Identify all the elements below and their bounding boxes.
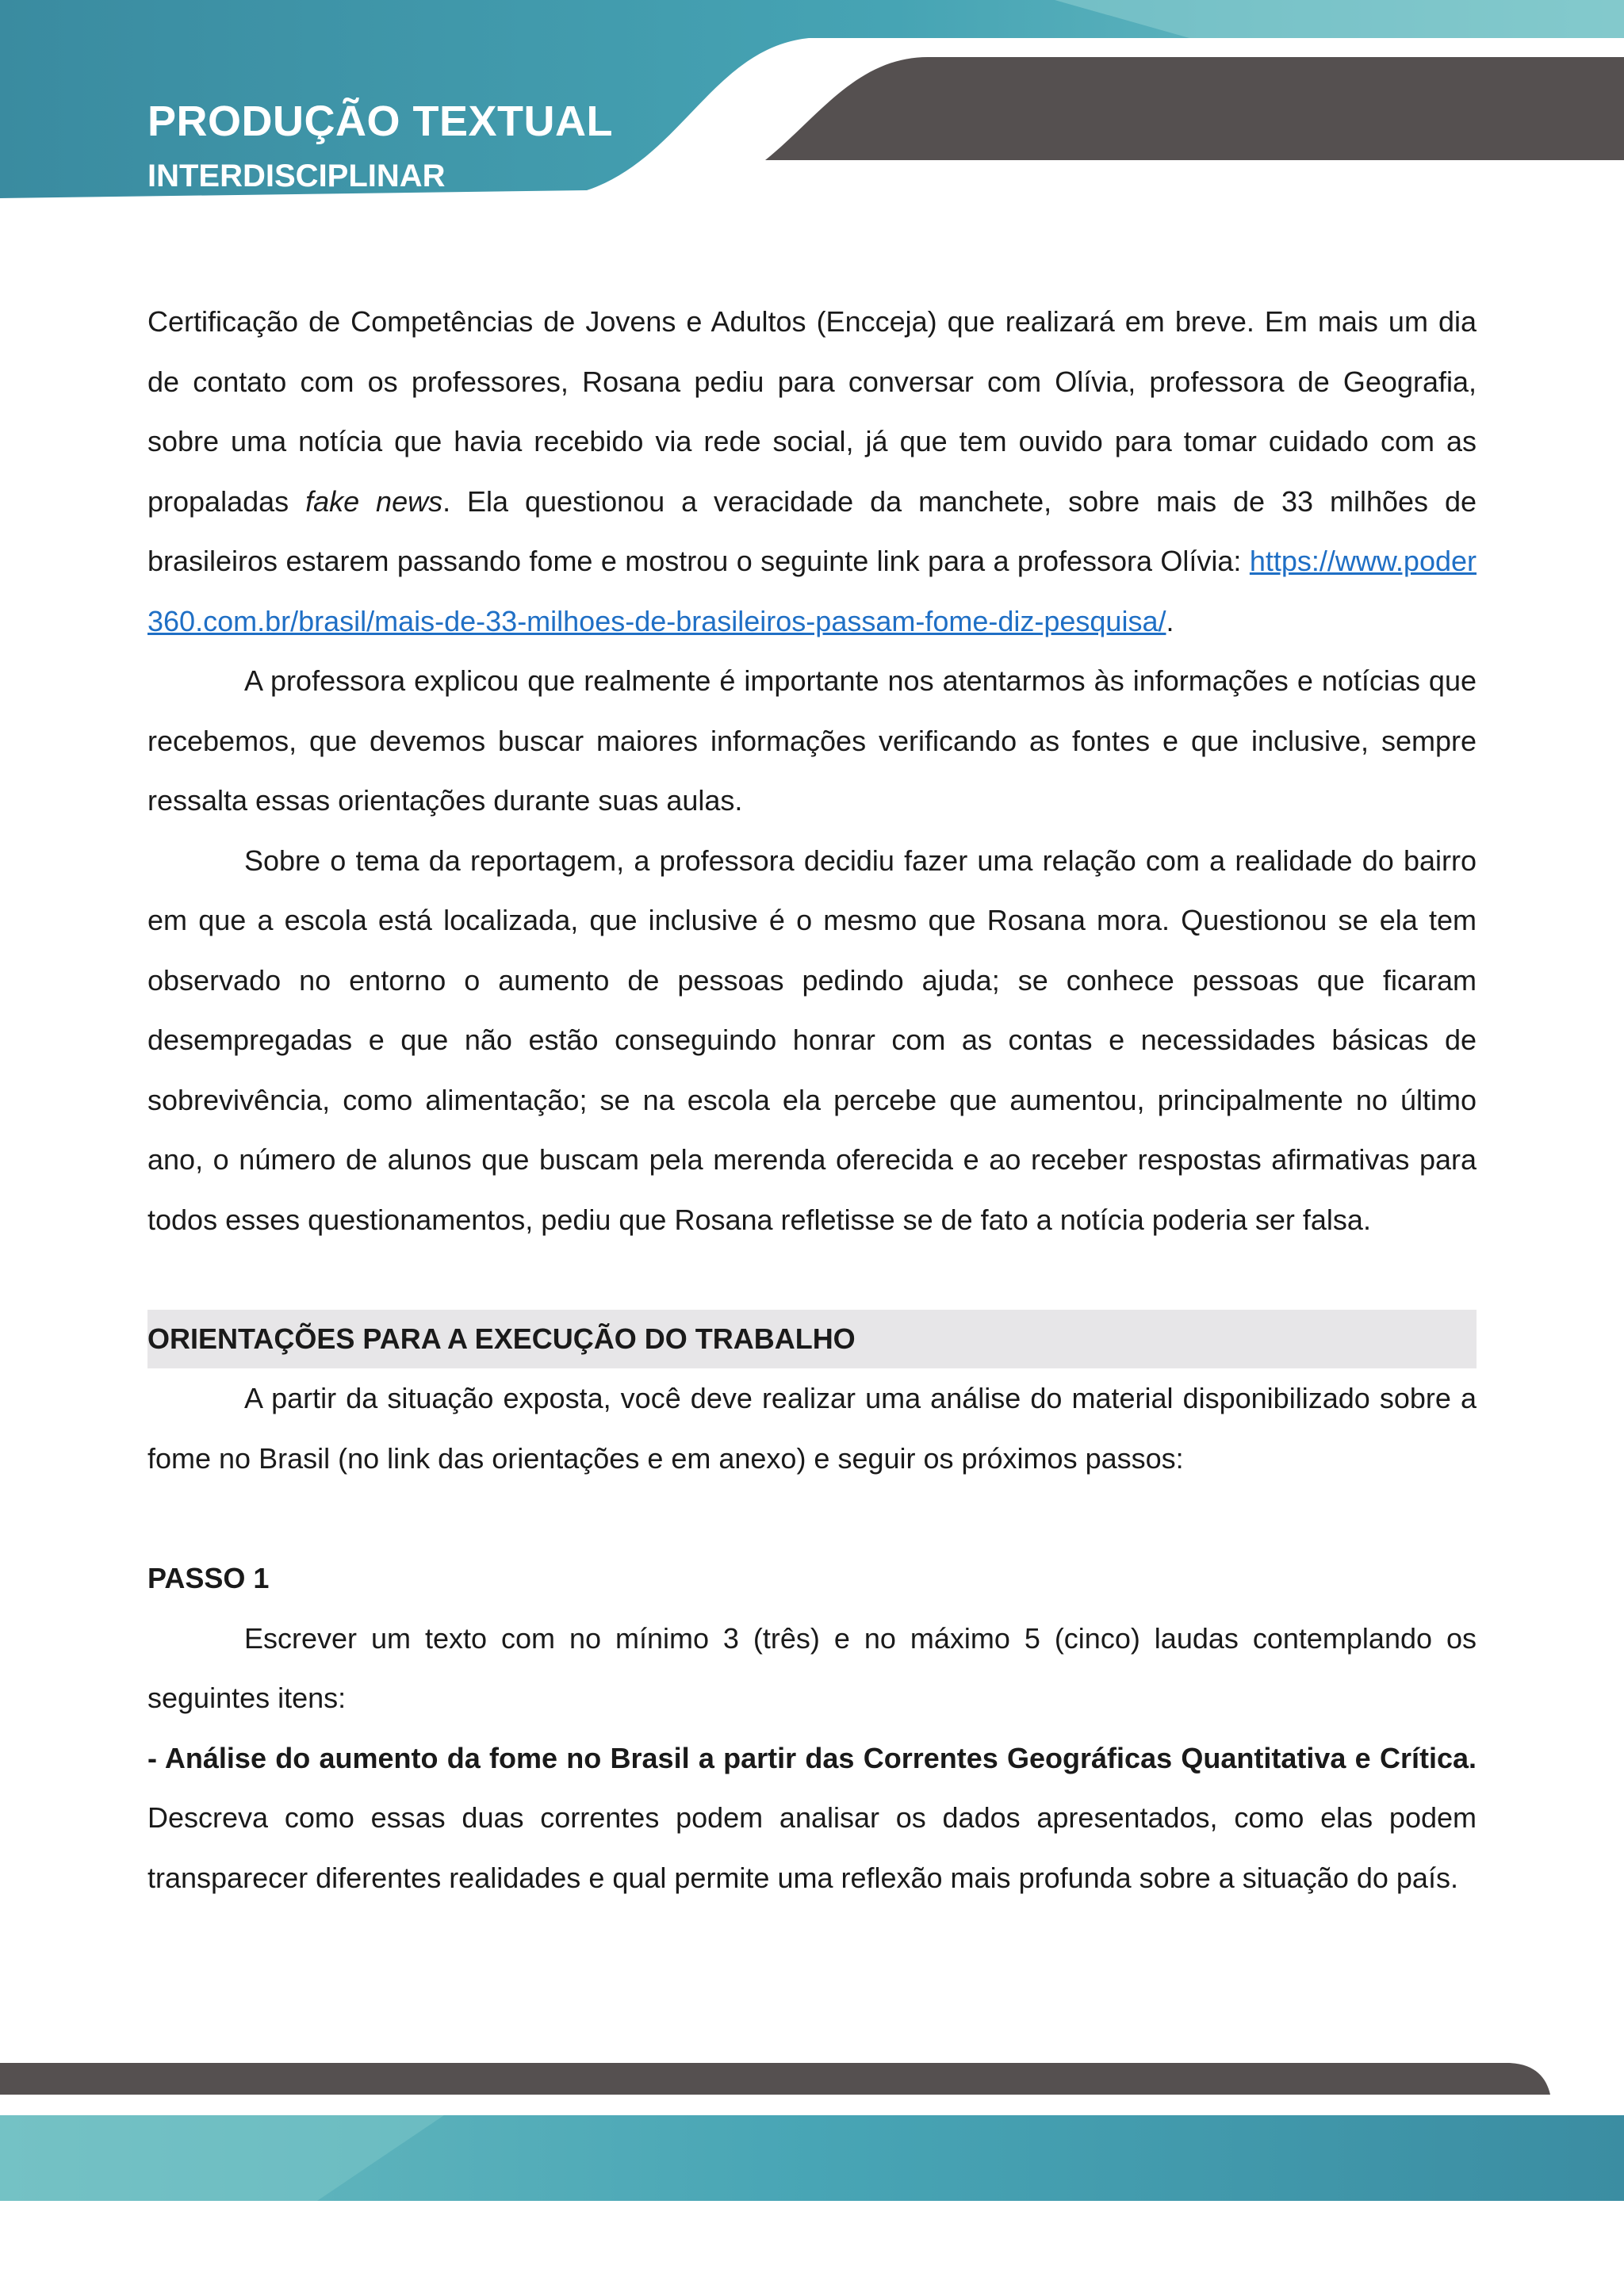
step-heading: PASSO 1 bbox=[147, 1562, 270, 1594]
document-body bbox=[147, 292, 1477, 1908]
footer-banner bbox=[0, 2053, 1624, 2296]
paragraph-4: A partir da situação exposta, você deve realizar uma análise do material disponibilizado sobre a fome no Brasil (no link das orientações e em anexo) e seguir os próximos passos: bbox=[147, 1382, 1477, 1475]
item-paragraph bbox=[147, 1728, 1477, 1908]
footer-charcoal-band bbox=[0, 2063, 1550, 2095]
item-text: Descreva como essas duas correntes podem analisar os dados apresentados, como elas podem transparecer diferentes realidades e qual permite uma reflexão mais profunda sobre a situação do país. bbox=[147, 1801, 1477, 1894]
item-bold-text: - Análise do aumento da fome no Brasil a partir das Correntes Geográficas Quantitativa e Crítica. bbox=[147, 1741, 1477, 1774]
paragraph-2: A professora explicou que realmente é importante nos atentarmos às informações e notícias que recebemos, que devemos buscar maiores informações verificando as fontes e que inclusive, sempre ressalta essas orientações durante suas aulas. bbox=[147, 664, 1477, 817]
page-title: PRODUÇÃO TEXTUAL bbox=[147, 98, 613, 145]
poder360-link[interactable]: https://www.poder360.com.br/brasil/mais-de-33-milhoes-de-brasileiros-passam-fome-diz-pesquisa/ bbox=[147, 545, 1477, 637]
paragraph-5: Escrever um texto com no mínimo 3 (três) e no máximo 5 (cinco) laudas contemplando os seguintes itens: bbox=[147, 1621, 1477, 1714]
fake-news-term: fake news bbox=[305, 484, 443, 518]
paragraph-1: Certificação de Competências de Jovens e Adultos (Encceja) que realizará em breve. Em mais um dia de contato com os professores, Rosana pediu para conversar com Olívia, professora de Geografia, sobre uma notícia que havia recebido via rede social, já que tem ouvido para tomar cuidado com as propaladas fake news. Ela questionou a veracidade da manchete, sobre mais de 33 milhões de brasileiros estarem passando fome e mostrou o seguinte link para a professora Olívia: https://www.poder360.com.br/brasil/mais-de-33-milhoes-de-brasileiros-passam-fome-diz-pesquisa/. bbox=[147, 305, 1477, 637]
section-heading: ORIENTAÇÕES PARA A EXECUÇÃO DO TRABALHO bbox=[147, 1310, 1477, 1368]
paragraph-1-rest: . Ela questionou a veracidade da manchete, sobre mais de 33 milhões de brasileiros estarem passando fome e mostrou o seguinte link para a professora Olívia: bbox=[147, 484, 1477, 577]
page-subtitle: INTERDISCIPLINAR bbox=[147, 159, 446, 193]
paragraph-1-text: Certificação de Competências de Jovens e Adultos (Encceja) que realizará em breve. Em mais um dia de contato com os professores, Rosana pediu para conversar com Olívia, professora de Geografia, sobre uma notícia que havia recebido via rede social, já que tem ouvido para tomar cuidado com as propaladas bbox=[147, 305, 1477, 518]
header-charcoal-band bbox=[765, 57, 1624, 160]
paragraph-3: Sobre o tema da reportagem, a professora decidiu fazer uma relação com a realidade do bairro em que a escola está localizada, que inclusive é o mesmo que Rosana mora. Questionou se ela tem observado no entorno o aumento de pessoas pedindo ajuda; se conhece pessoas que ficaram desempregadas e que não estão conseguindo honrar com as contas e necessidades básicas de sobrevivência, como alimentação; se na escola ela percebe que aumentou, principalmente no último ano, o número de alunos que buscam pela merenda oferecida e ao receber respostas afirmativas para todos esses questionamentos, pediu que Rosana refletisse se de fato a notícia poderia ser falsa. bbox=[147, 844, 1477, 1236]
